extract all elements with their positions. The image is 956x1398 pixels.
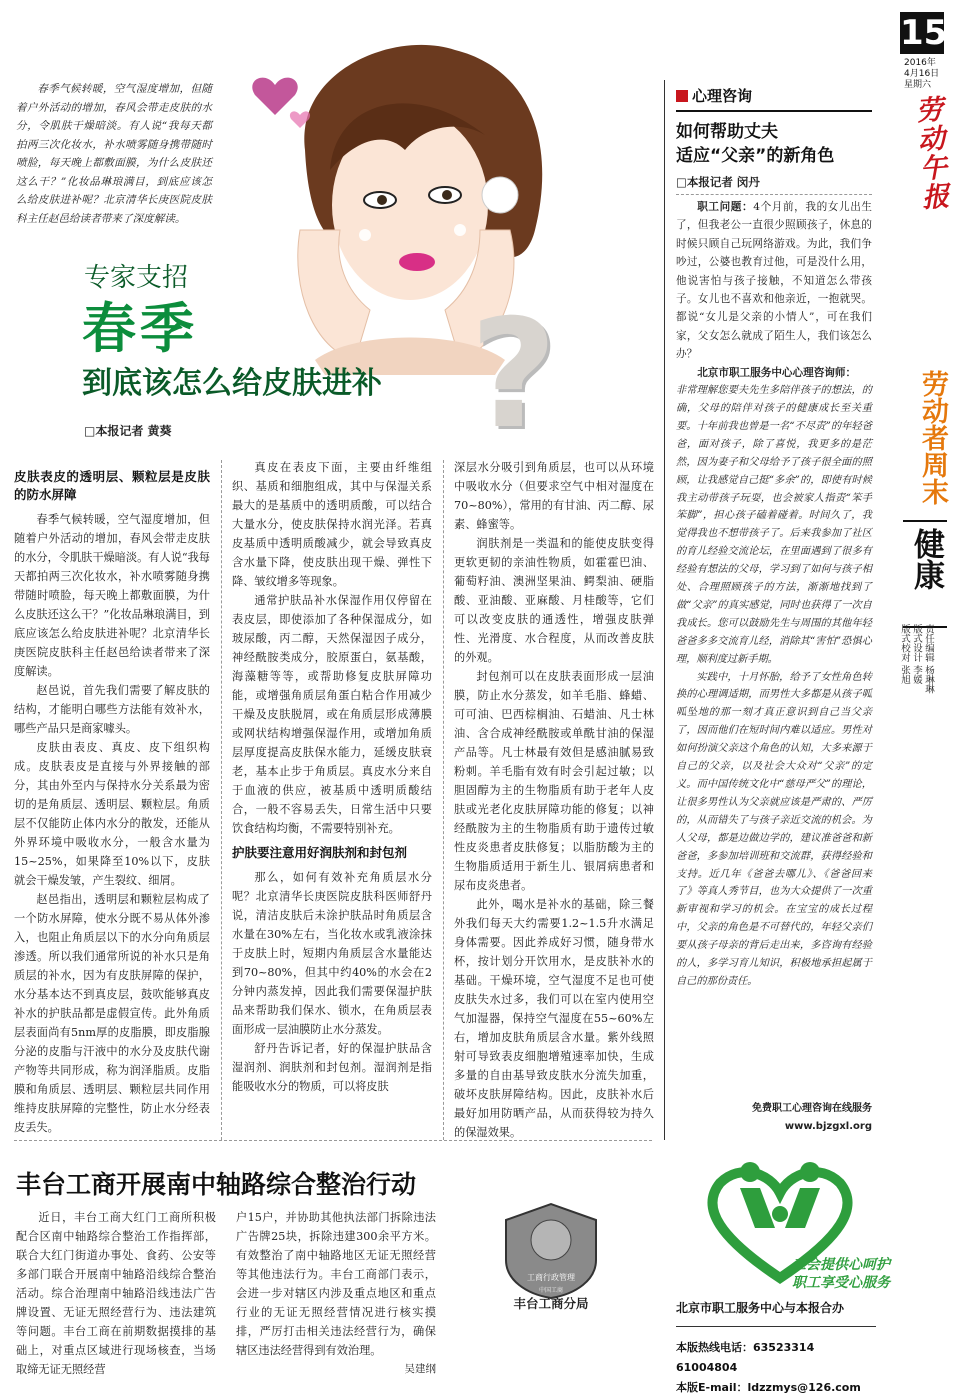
consult-title [676,120,876,168]
section-name: 劳动者周末 [917,370,948,505]
question-paragraph [676,198,872,364]
industry-commerce-seal [496,1200,606,1300]
paragraph: 赵邑指出，透明层和颗粒层构成了一个防水屏障，使水分既不易从体外渗入，也阻止角质层以下的水分向角质层渗透。所以我们通常所说的补水只是角质层的补水，因为有皮肤屏障的保护，水分基本达不到真皮层，鼓吹能够真皮补水的护肤品都是虚假宣传。此外角质层表面尚有5nm厚的皮脂膜，即皮脂腺分泌的皮脂与汗液中的水分及皮肤代谢产物等共同形成，称为润泽脂质。皮脂膜和角质层、透明层、颗粒层共同作用维持皮肤屏障的完整性，防止水分经表皮丢失。 [14,893,210,1134]
intro-text: 春季气候转暖，空气湿度增加，但随着户外活动的增加，春风会带走皮肤的水分，令肌肤干燥暗淡。有人说“我每天都拍两三次化妆水，补水喷雾随身携带随时喷脸，每天晚上都敷面膜，为什么皮肤还这么干？”化妆品琳琅满目，到底应该怎么给皮肤进补呢？北京清华长庚医院皮肤科主任赵邑给读者带来了深度解读。 [16,83,212,225]
paragraph: 舒丹告诉记者，好的保湿护肤品含湿润剂、润肤剂和封包剂。湿润剂是指能吸收水分的物质，可以将皮肤 [232,1042,432,1093]
column-divider [664,80,665,1140]
ad-slogan [720,1256,890,1292]
consult-title-line2: 适应“父亲”的新角色 [676,146,835,166]
bottom-column-2 [236,1208,436,1379]
contact-block [676,1338,876,1398]
section-subtitle: 护肤要注意用好润肤剂和封包剂 [232,845,408,860]
main-column-3 [454,458,654,1142]
main-byline-text: □本报记者 黄葵 [84,424,172,438]
email[interactable]: 本版E-mail：ldzzmys@126.com [676,1381,861,1394]
paragraph: 润肤剂是一类温和的能使皮肤变得更软更韧的亲油性物质，如霍霍巴油、葡萄籽油、澳洲坚果油、鳄梨油、硬脂酸、亚油酸、亚麻酸、月桂酸等，它们可以改变皮肤的通透性，增强皮肤弹性、光滑度、水合程度，从而改善皮肤的外观。 [454,537,654,664]
editor-credits [898,624,934,724]
question-label: 职工问题： [697,201,754,213]
editor-line: 版式校对 张旭 [899,624,910,685]
paragraph: 实践中，十月怀胎，给予了女性角色转换的心理调适期，而男性大多都是从孩子呱呱坠地的那一刻才真正意识到自己当父亲了，因而他们在短时间内难以适应。男性对如何扮演父亲这个角色的认知，大多来源于自己的父亲，以及社会大众对“父亲”的定义。而中国传统文化中“慈母严父”的理论，让很多男性认为父亲就应该是严肃的、严厉的，从而错失了与孩子亲近交流的机会。为人父母，都是边做边学的，建议准爸爸和新爸爸，多参加培训班和交流群，获得经验和支持。近几年《爸爸去哪儿》、《爸爸回来了》等真人秀节目，也为大众提供了一次重新审视和学习的机会。在宝宝的成长过程中，父亲的角色是不可替代的，年轻父亲们要从孩子母亲的背后走出来，多咨询有经验的人，多学习育儿知识，积极地承担起属于自己的那份责任。 [676,671,872,987]
heart-icon [252,78,297,115]
paragraph: 真皮在表皮下面，主要由纤维组织、基质和细胞组成，其中与保湿关系最大的是基质中的透明质酸，可以结合大量水分，使皮肤保持水润光泽。若真皮基质中透明质酸减少，就会导致真皮含水量下降，使皮肤出现干燥、弹性下降、皱纹增多等现象。 [232,461,432,588]
editor-line: 版式设计 李媛 [911,624,922,685]
question-text: 4个月前，我的女儿出生了，但我老公一直很少照顾孩子，休息的时候只顾自己玩网络游戏。为此，我们争吵过，公婆也教育过他，可是没什么用，他说害怕与孩子接触，不知道怎么带孩子。女儿也不喜欢和他亲近，一抱就哭。都说“女儿是父亲的小情人”，可在我们家，父女怎么就成了陌生人，我们该怎么办？ [676,201,872,361]
headline-big-text: 春季 [82,297,198,360]
column-divider [221,460,222,1140]
paragraph: 通常护肤品补水保湿作用仅停留在表皮层，即使添加了各种保湿成分，如玻尿酸，丙二醇，天然保湿因子成分，神经酰胺类成分，胶原蛋白，氨基酸，海藻糖等等，或帮助修复皮肤屏障功能，或增强角质层角蛋白粘合作用减少干燥及皮肤脱屑，或在角质层形成薄膜或网状结构增强保湿作用，或增加角质层厚度提高皮肤保水能力，延缓皮肤衰老，基本止步于角质层。真皮水分来自于血液的供应，被基质中透明质酸结合，一般不容易丢失，日常生活中只要饮食结构均衡，不需要特别补充。 [232,594,432,835]
bottom-author: 吴建纲 [404,1363,436,1375]
mouth [399,253,435,271]
paragraph: 非常理解您要夫先生多陪伴孩子的想法，的确，父母的陪伴对孩子的健康成长至关重要。十年前我也曾是一名“不尽责”的年轻爸爸，面对孩子，除了喜悦，我更多的是茫然，因为妻子和父母给予了孩子很全面的照顾，让我感觉自己挺“多余”的，即使有时候我主动带孩子玩耍，也会被家人指责“笨手笨脚”，担心孩子磕着碰着。时间久了，我觉得我也不想带孩子了。后来我参加了社区的育儿经验交流论坛，在里面遇到了很多有经验有想法的父母，学习到了如何与孩子相处、合理照顾孩子的方法，渐渐地找到了做“父亲”的真实感觉，同时也获得了一次自我成长。您可以鼓励先生与周围的其他年轻爸爸多多交流育儿经，消除其“害怕”恐惧心理，顺利度过新手期。 [676,385,872,665]
ad-org-text: 北京市职工服务中心与本报合办 [676,1301,845,1315]
service-note [676,1100,872,1136]
service-url[interactable]: www.bjzgxl.org [784,1121,872,1132]
paragraph: 此外，喝水是补水的基础，除三餐外我们每天大约需要1.2~1.5升水满足身体需要。因此养成好习惯，随身带水杯，按计划分开饮用水，是皮肤补水的基础。干燥环境，空气湿度不足也可使皮肤失水过多，我们可以在室内使用空气加湿器，保持空气湿度在55~60%左右，增加皮肤角质层含水量。紫外线照射可导致表皮细胞增殖速率加快，生成多量的自由基导致皮肤水分流失加重，破坏皮肤屏障结构。因此，皮肤补水后最好加用防晒产品，从而获得较为持久的保湿效果。 [454,898,654,1139]
paragraph: 户15户，并协助其他执法部门拆除违法广告牌25块，拆除违建300余平方米。有效整治了南中轴路地区无证无照经营等其他违法行为。丰台工商部门表示，会进一步对辖区内涉及重点地区和重点行业的无证无照经营情况进行核实摸排，严厉打击相关违法经营行为，确保辖区违法经营得到有效治理。 [236,1211,436,1357]
weekday: 星期六 [904,80,932,90]
consult-body [676,198,872,991]
section-label [903,370,949,505]
headline-sub-text: 到底该怎么给皮肤进补 [82,366,382,401]
byline-rule [676,194,872,195]
date-block [904,58,946,91]
answer-text [676,382,872,991]
bottom-section-rule [14,1140,652,1141]
section-subtitle: 皮肤表皮的透明层、颗粒层是皮肤的防水屏障 [14,469,210,502]
ad-rule [676,1326,876,1327]
paragraph: 春季气候转暖，空气湿度增加，但随着户外活动的增加，春风会带走皮肤的水分，令肌肤干燥暗淡。有人说“我每天都拍两三次化妆水，补水喷雾随身携带随时喷脸，每天晚上都敷面膜，为什么皮肤还这么干？”化妆品琳琅满目，到底应该怎么给皮肤进补呢？北京清华长庚医院皮肤科主任赵邑给读者带来了深度解读。 [14,513,210,678]
red-square-icon [676,90,688,102]
seal-caption-text: 丰台工商分局 [513,1296,589,1311]
headline-big [82,294,198,364]
paragraph: 那么，如何有效补充角质层水分呢？北京清华长庚医院皮肤科医师舒丹说，清洁皮肤后未涂护肤品时角质层含水量在30%左右，当化妆水或乳液涂抹于皮肤上时，短期内角质层含水量能达到70~80%，但其中约40%的水会在2分钟内蒸发掉，因此我们需要保湿护肤品来帮助我们保水、锁水，在角质层表面形成一层油膜防止水分蒸发。 [232,871,432,1036]
section-topic [903,528,947,590]
main-column-2 [232,458,432,1096]
main-byline [84,423,172,439]
paragraph: 近日，丰台工商大红门工商所积极配合区南中轴路综合整治工作指挥部，联合大红门街道办事处、食药、公安等多部门联合开展南中轴路沿线综合整治活动。综合治理南中轴路沿线违法广告牌设置、无证无照经营行为、违法建筑等问题。丰台工商在前期数据摸排的基础上，对重点区域进行现场核查，当场取缔无证无照经营 [16,1211,216,1376]
editor-line: 责任编辑 杨琳琳 [923,624,934,694]
question-mark: ? [470,288,558,462]
hair-flower [482,177,518,213]
paragraph: 赵邑说，首先我们需要了解皮肤的结构，才能明白哪些方法能有效补水，哪些产品只是商家噱头。 [14,684,210,735]
consult-label-rule [676,110,872,112]
hotline: 本版热线电话：63523314 61004804 [676,1341,815,1374]
paragraph: 封包剂可以在皮肤表面形成一层油膜，防止水分蒸发，如羊毛脂、蜂蜡、可可油、巴西棕榈油、石蜡油、凡士林油、含合成神经酰胺或单酰甘油的保湿产品等。凡士林最有效但是感油腻易致粉刺。羊毛脂有效有时会引起过敏；以胆固醇为主的生物脂质有助于老年人皮肤或光老化皮肤屏障功能的修复；以神经酰胺为主的生物脂质有助于遗传过敏性皮炎患者皮肤修复；以脂肪酸为主的生物脂质适用于新生儿、银屑病患者和尿布皮炎患者。 [454,670,654,892]
seal-text-small: 中国工商 [538,1287,564,1294]
paper-name-logo [901,95,949,214]
kicker-text: 专家支招 [84,263,189,293]
answer-label: 北京市职工服务中心心理咨询师： [697,366,857,379]
headline-kicker [84,262,188,294]
service-line: 免费职工心理咨询在线服务 [752,1103,872,1114]
section-topic-text: 健康 [908,528,944,590]
seal-text: 工商行政管理 [527,1273,575,1282]
paragraph: 皮肤由表皮、真皮、皮下组织构成。皮肤表皮是直接与外界接触的部分，其由外至内与保持水分关系最为密切的是角质层、透明层、颗粒层。角质层不仅能防止体内水分的散发，还能从外界环境中吸收水分，一般含水量为15~25%，如果降至10%以下，皮肤就会干燥发皱，产生裂纹、细屑。 [14,741,210,887]
article-intro [16,80,212,228]
ad-org [676,1300,876,1316]
bottom-headline-text: 丰台工商开展南中轴路综合整治行动 [16,1170,417,1199]
date-year: 2016年 [904,58,936,68]
bottom-column-1 [16,1208,216,1379]
bottom-headline [16,1168,576,1202]
paragraph: 深层水分吸引到角质层，也可以从环境中吸收水分（但要求空气中相对湿度在70~80%），常用的有甘油、丙二醇、尿素、蜂蜜等。 [454,461,654,531]
consult-byline [676,174,760,190]
slogan-line: 工会提供心呵护 [792,1257,890,1273]
emblem-icon [531,1220,571,1260]
consult-title-line1: 如何帮助丈夫 [676,122,778,142]
consult-byline-text: □本报记者 闵丹 [676,175,760,189]
person-icon [740,1162,760,1182]
question-mark-graphic [470,288,558,462]
consult-label-text: 心理咨询 [692,87,753,105]
column-divider [443,460,444,1140]
consult-column-label [676,86,752,106]
main-column-1 [14,466,210,1137]
seal-caption [496,1296,606,1312]
slogan-line: 职工享受心服务 [792,1275,890,1291]
headline-sub [82,364,382,404]
person-icon [800,1162,820,1182]
page-number-box [900,12,948,54]
date-day: 4月16日 [904,69,940,79]
page-number: 15 [900,13,948,53]
paper-name: 劳动午报 [909,94,949,213]
